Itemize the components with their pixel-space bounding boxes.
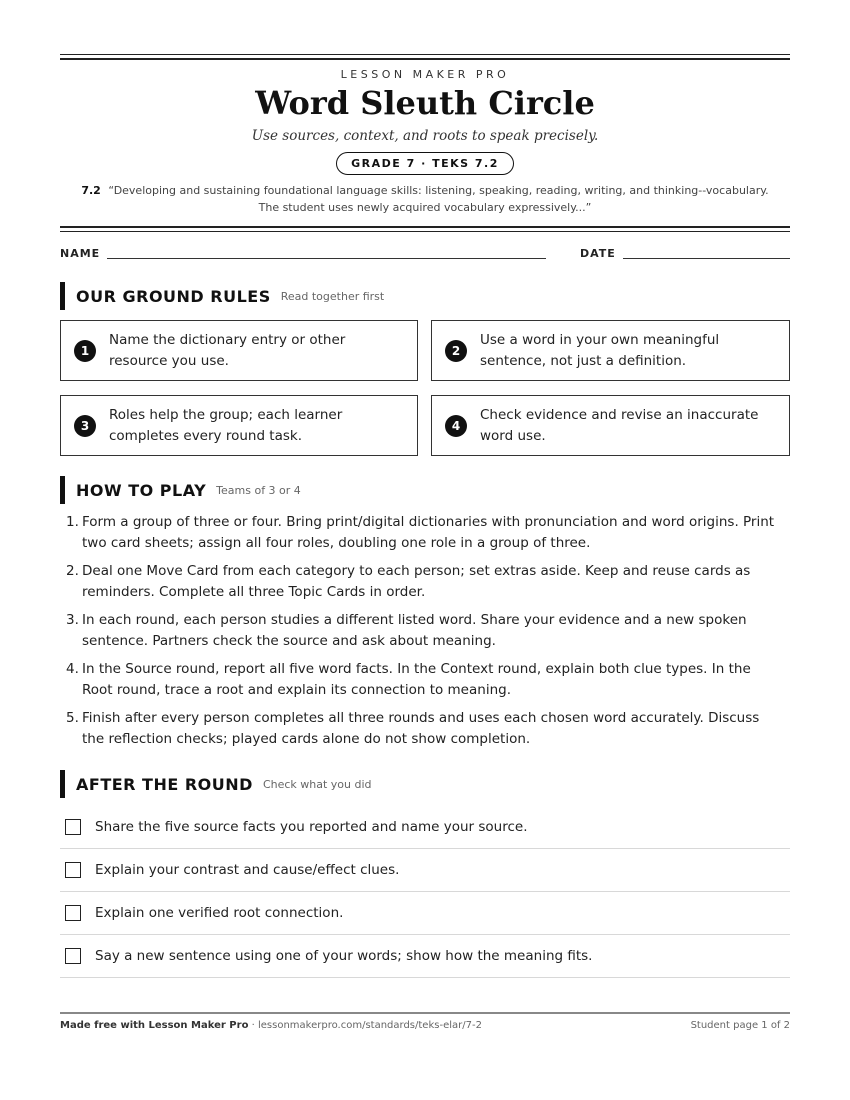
- checkbox[interactable]: [65, 905, 81, 921]
- grade-badge-wrap: [0, 152, 850, 175]
- top-rule-thick: [60, 58, 790, 60]
- standard-statement: [80, 182, 770, 216]
- checklist-text: Say a new sentence using one of your words; show how the meaning fits.: [95, 948, 593, 964]
- step-item: [60, 512, 780, 554]
- checkbox[interactable]: [65, 948, 81, 964]
- rule-text: Use a word in your own meaningful sentence, not just a definition.: [480, 331, 720, 369]
- step-number: 5.: [66, 710, 79, 726]
- rule-text: Name the dictionary entry or other resource you use.: [109, 331, 346, 369]
- how-to-play-heading: [60, 476, 301, 504]
- ground-rule-card: [60, 395, 418, 456]
- footer-credit: [60, 1020, 482, 1031]
- step-item: [60, 659, 780, 701]
- rule-number-badge: 3: [74, 415, 96, 437]
- step-text: In the Source round, report all five word facts. In the Context round, explain both clue types. In the Root round, trace a root and explain its connection to meaning.: [82, 661, 751, 698]
- page-title: Word Sleuth Circle: [255, 84, 595, 122]
- checkbox[interactable]: [65, 862, 81, 878]
- header-rule-thick: [60, 226, 790, 228]
- ground-rule-card: [431, 320, 790, 381]
- step-number: 4.: [66, 661, 79, 677]
- section-note: Teams of 3 or 4: [216, 483, 301, 497]
- step-text: Finish after every person completes all three rounds and uses each chosen word accurately. Discuss the reflection checks; played cards alone do not show completion.: [82, 710, 760, 747]
- rule-text: Roles help the group; each learner completes every round task.: [109, 406, 343, 444]
- date-field[interactable]: [623, 258, 790, 259]
- rule-number-badge: 4: [445, 415, 467, 437]
- name-field[interactable]: [107, 258, 546, 259]
- step-text: In each round, each person studies a different listed word. Share your evidence and a new spoken sentence. Partners check the source and ask about meaning.: [82, 612, 747, 649]
- footer-made-with: Made free with Lesson Maker Pro: [60, 1020, 249, 1031]
- checklist-item: [60, 935, 790, 978]
- ground-rule-card: [60, 320, 418, 381]
- step-text: Form a group of three or four. Bring print/digital dictionaries with pronunciation and word origins. Print two card sheets; assign all four roles, doubling one role in a group of three.: [82, 514, 775, 551]
- step-number: 1.: [66, 514, 79, 530]
- step-item: [60, 610, 780, 652]
- brand-name: LESSON MAKER PRO: [340, 68, 510, 81]
- rule-number-badge: 2: [445, 340, 467, 362]
- section-title: OUR GROUND RULES: [76, 286, 271, 306]
- section-title: HOW TO PLAY: [76, 480, 207, 500]
- checklist-text: Share the five source facts you reported and name your source.: [95, 819, 528, 835]
- how-to-play-steps: [60, 512, 780, 757]
- section-note: Read together first: [280, 289, 385, 303]
- ground-rule-card: [431, 395, 790, 456]
- checklist-item: [60, 806, 790, 849]
- step-item: [60, 561, 780, 603]
- date-label: DATE: [580, 247, 616, 260]
- step-number: 2.: [66, 563, 79, 579]
- grade-badge: GRADE 7 · TEKS 7.2: [336, 152, 514, 175]
- step-text: Deal one Move Card from each category to each person; set extras aside. Keep and reuse cards as reminders. Complete all three Topic Cards in order.: [82, 563, 751, 600]
- rule-number-badge: 1: [74, 340, 96, 362]
- page-subtitle: Use sources, context, and roots to speak precisely.: [251, 128, 599, 144]
- footer-separator: ·: [248, 1020, 258, 1031]
- step-number: 3.: [66, 612, 79, 628]
- after-round-checklist: [60, 806, 790, 978]
- checklist-text: Explain one verified root connection.: [95, 905, 344, 921]
- header-rule-thin: [60, 231, 790, 232]
- rule-text: Check evidence and revise an inaccurate word use.: [480, 406, 759, 444]
- checklist-item: [60, 849, 790, 892]
- footer-url[interactable]: lessonmakerpro.com/standards/teks-elar/7-2: [257, 1020, 482, 1031]
- checkbox[interactable]: [65, 819, 81, 835]
- name-label: NAME: [60, 247, 101, 260]
- standard-text: “Developing and sustaining foundational language skills: listening, speaking, reading, writing, and thinking--vocabulary. The student uses newly acquired vocabulary expressively...”: [108, 184, 769, 214]
- top-rule-thin: [60, 54, 790, 55]
- step-item: [60, 708, 780, 750]
- after-round-heading: [60, 770, 372, 798]
- section-title: AFTER THE ROUND: [76, 774, 253, 794]
- ground-rules-heading: [60, 282, 384, 310]
- footer-page-number: Student page 1 of 2: [690, 1020, 790, 1031]
- footer-rule: [60, 1012, 790, 1014]
- section-note: Check what you did: [262, 777, 372, 791]
- checklist-text: Explain your contrast and cause/effect clues.: [95, 862, 400, 878]
- checklist-item: [60, 892, 790, 935]
- standard-code: 7.2: [81, 184, 101, 197]
